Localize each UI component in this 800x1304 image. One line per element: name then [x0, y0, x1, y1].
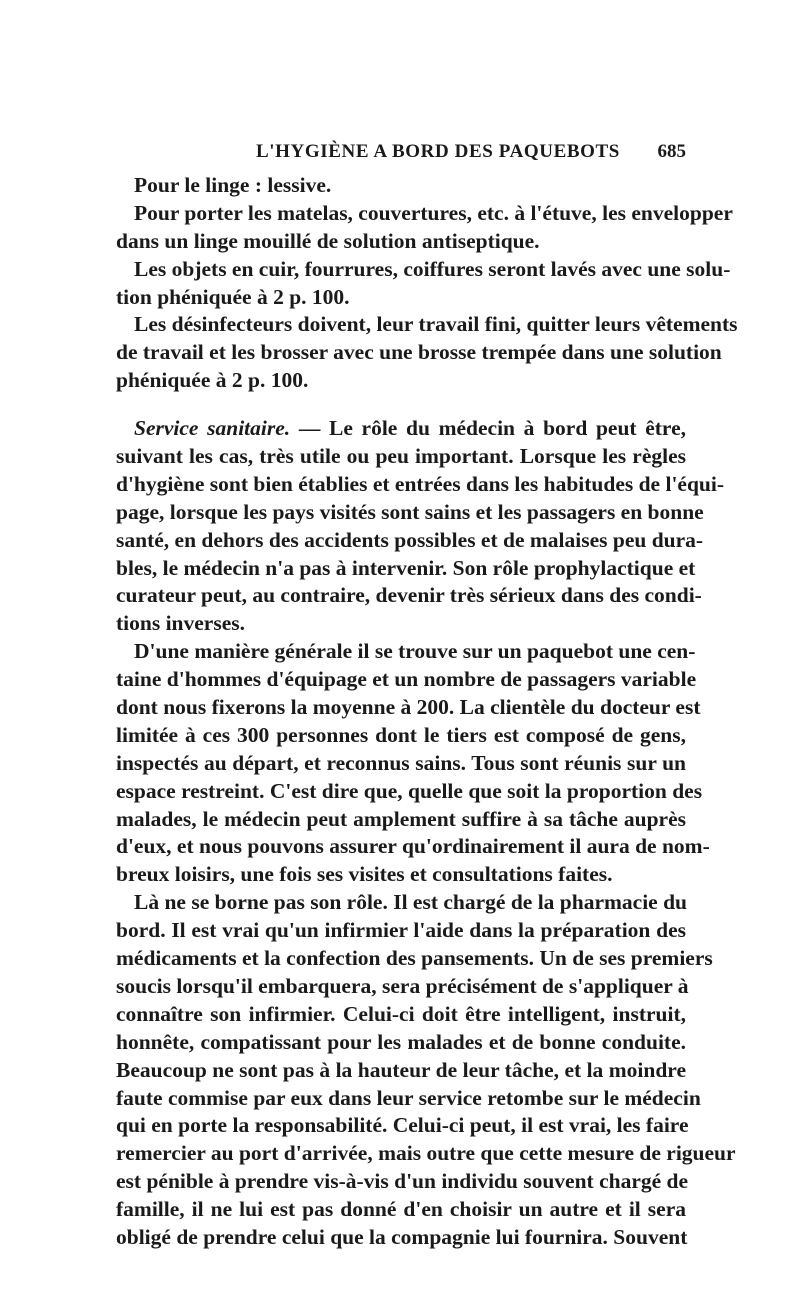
- text-line: honnête, compatissant pour les malades et de bonne conduite.: [116, 1029, 686, 1054]
- body-text: [116, 172, 738, 1252]
- text-line: breux loisirs, une fois ses visites et consultations faites.: [116, 862, 613, 887]
- text-line: obligé de prendre celui que la compagnie lui fournira. Souvent: [116, 1224, 688, 1249]
- section-heading: Service sanitaire.: [134, 416, 291, 441]
- text-line: Les désinfecteurs doivent, leur travail fini, quitter leurs vêtements: [134, 312, 738, 337]
- text-line: D'une manière générale il se trouve sur un paquebot une cen-: [134, 639, 696, 664]
- text-line: famille, il ne lui est pas donné d'en choisir un autre et il sera: [116, 1197, 686, 1222]
- section-gap: [116, 395, 686, 415]
- text-line: Pour porter les matelas, couvertures, etc. à l'étuve, les envelopper: [134, 200, 733, 225]
- text-line: limitée à ces 300 personnes dont le tiers est composé de gens,: [116, 722, 686, 747]
- text-line: faute commise par eux dans leur service retombe sur le médecin: [116, 1085, 701, 1110]
- text-line: d'eux, et nous pouvons assurer qu'ordinairement il aura de nom-: [116, 834, 710, 859]
- text-line: Beaucoup ne sont pas à la hauteur de leur tâche, et la moindre: [116, 1057, 686, 1082]
- text-line: inspectés au départ, et reconnus sains. Tous sont réunis sur un: [116, 750, 686, 775]
- page-number: 685: [657, 141, 686, 162]
- text-line: tions inverses.: [116, 611, 245, 636]
- text-line: taine d'hommes d'équipage et un nombre de passagers variable: [116, 667, 697, 692]
- section-first-line: [116, 415, 686, 443]
- running-head: [116, 141, 686, 169]
- text-line: Pour le linge : lessive.: [134, 173, 332, 197]
- text-line: curateur peut, au contraire, devenir très sérieux dans des condi-: [116, 583, 702, 608]
- text-line: d'hygiène sont bien établies et entrées dans les habitudes de l'équi-: [116, 471, 725, 496]
- text-line: phéniquée à 2 p. 100.: [116, 368, 309, 393]
- text-line: bles, le médecin n'a pas à intervenir. Son rôle prophylactique et: [116, 555, 696, 580]
- running-title: L'HYGIÈNE A BORD DES PAQUEBOTS: [256, 141, 620, 162]
- text-line: Les objets en cuir, fourrures, coiffures seront lavés avec une solu-: [134, 256, 731, 281]
- text-line: tion phéniquée à 2 p. 100.: [116, 284, 350, 309]
- text-line: malades, le médecin peut amplement suffire à sa tâche auprès: [116, 806, 686, 831]
- text-line: dans un linge mouillé de solution antiseptique.: [116, 228, 540, 253]
- text-line: qui en porte la responsabilité. Celui-ci peut, il est vrai, les faire: [116, 1113, 689, 1138]
- text-line: suivant les cas, très utile ou peu important. Lorsque les règles: [116, 444, 686, 469]
- text-line: est pénible à prendre vis-à-vis d'un individu souvent chargé de: [116, 1169, 689, 1194]
- text-line: espace restreint. C'est dire que, quelle que soit la proportion des: [116, 778, 703, 803]
- text-line: page, lorsque les pays visités sont sains et les passagers en bonne: [116, 499, 704, 524]
- text-line: Là ne se borne pas son rôle. Il est chargé de la pharmacie du: [134, 890, 688, 915]
- text-line: soucis lorsqu'il embarquera, sera précisément de s'appliquer à: [116, 973, 689, 998]
- text-line: de travail et les brosser avec une brosse trempée dans une solution: [116, 340, 722, 365]
- text-line: médicaments et la confection des pansements. Un de ses premiers: [116, 946, 713, 971]
- text-line: bord. Il est vrai qu'un infirmier l'aide dans la préparation des: [116, 918, 686, 943]
- section-first-line-text: — Le rôle du médecin à bord peut être,: [290, 416, 687, 441]
- text-line: santé, en dehors des accidents possibles et de malaises peu dura-: [116, 527, 704, 552]
- text-line: connaître son infirmier. Celui-ci doit être intelligent, instruit,: [116, 1001, 686, 1026]
- text-line: remercier au port d'arrivée, mais outre que cette mesure de rigueur: [116, 1141, 736, 1166]
- text-line: dont nous fixerons la moyenne à 200. La clientèle du docteur est: [116, 695, 701, 720]
